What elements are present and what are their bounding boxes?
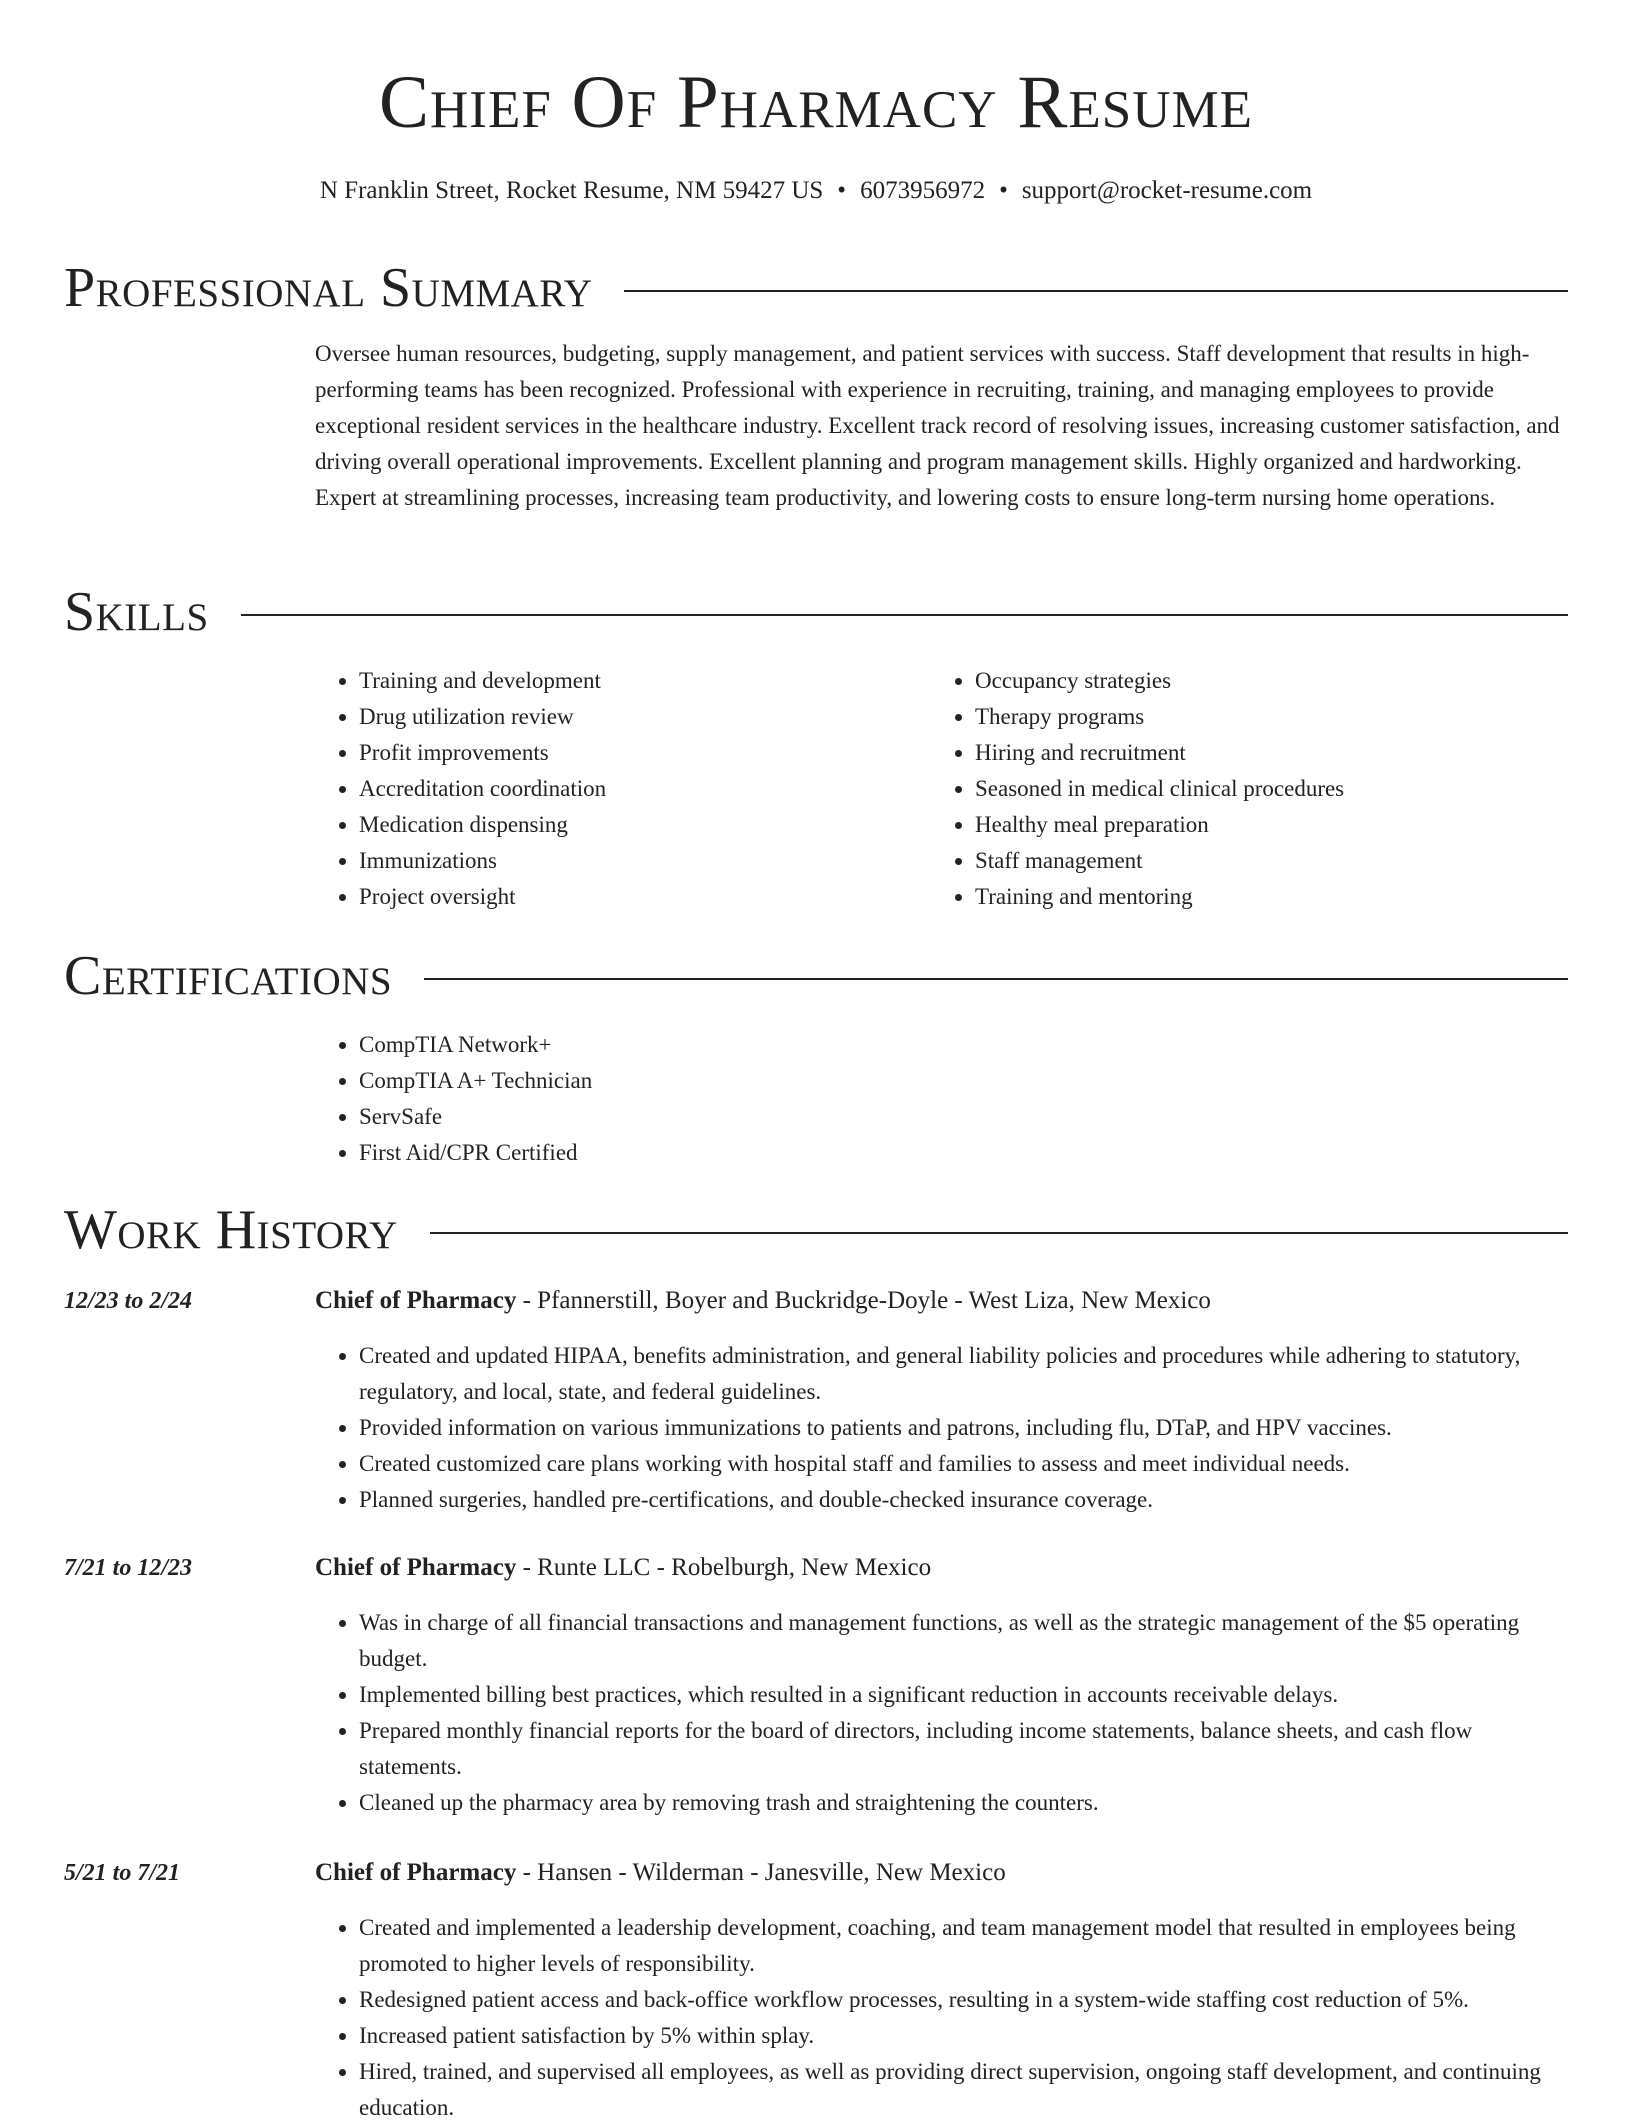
skill-item: • Seasoned in medical clinical procedures xyxy=(975,771,1547,807)
certifications-block xyxy=(315,1027,1568,1171)
job-bullet: • Created and updated HIPAA, benefits administration, and general liability policies and procedures while adhering to statutory, regulatory, and local, state, and federal guidelines. xyxy=(359,1338,1568,1410)
job-dates: 12/23 to 2/24 xyxy=(64,1288,193,1314)
job-title: Chief of Pharmacy xyxy=(315,1554,517,1581)
work-history-section-header xyxy=(64,1198,1568,1262)
job-employer: - Hansen - Wilderman - Janesville, New Mexico xyxy=(516,1859,1006,1886)
skills-grid xyxy=(315,663,1568,915)
skill-item: • Drug utilization review xyxy=(359,699,931,735)
skill-item: • Healthy meal preparation xyxy=(975,807,1547,843)
certification-item: • CompTIA Network+ xyxy=(359,1027,1568,1063)
certification-item: • First Aid/CPR Certified xyxy=(359,1135,1568,1171)
job-bullet: • Planned surgeries, handled pre-certifications, and double-checked insurance coverage. xyxy=(359,1482,1568,1518)
certification-item: • CompTIA A+ Technician xyxy=(359,1063,1568,1099)
certification-item: • ServSafe xyxy=(359,1099,1568,1135)
skills-list-right xyxy=(931,663,1547,915)
summary-section-header xyxy=(64,256,1568,320)
certifications-heading: Certifications xyxy=(64,945,393,1007)
section-divider xyxy=(430,1232,1568,1234)
job-dates: 5/21 to 7/21 xyxy=(64,1860,181,1886)
skills-heading: Skills xyxy=(64,581,209,643)
job-bullet: • Cleaned up the pharmacy area by removing trash and straightening the counters. xyxy=(359,1785,1568,1821)
job-bullet: • Provided information on various immunizations to patients and patrons, including flu, DTaP, and HPV vaccines. xyxy=(359,1410,1568,1446)
job-bullet: • Redesigned patient access and back-office workflow processes, resulting in a system-wide staffing cost reduction of 5%. xyxy=(359,1982,1568,2018)
job-bullet: • Created customized care plans working with hospital staff and families to assess and meet individual needs. xyxy=(359,1446,1568,1482)
contact-address: N Franklin Street, Rocket Resume, NM 59427 US xyxy=(319,177,824,204)
job-bullet: • Was in charge of all financial transactions and management functions, as well as the strategic management of the $5 operating budget. xyxy=(359,1605,1568,1677)
job-heading xyxy=(315,1856,1568,1890)
summary-heading: Professional Summary xyxy=(64,257,593,319)
job-bullet: • Implemented billing best practices, which resulted in a significant reduction in accounts receivable delays. xyxy=(359,1677,1568,1713)
job-bullet: • Prepared monthly financial reports for the board of directors, including income statements, balance sheets, and cash flow statements. xyxy=(359,1713,1568,1785)
skill-item: • Training and development xyxy=(359,663,931,699)
job-bullet-list xyxy=(315,1910,1568,2126)
skills-list-left xyxy=(315,663,931,915)
job-employer: - Runte LLC - Robelburgh, New Mexico xyxy=(516,1554,932,1581)
summary-text: Oversee human resources, budgeting, supply management, and patient services with success. Staff development that results in high-performing teams has been recognized. Professional with experience in recruiting, training, and managing employees to provide exceptional resident services in the healthcare industry. Excellent track record of resolving issues, increasing customer satisfaction, and driving overall operational improvements. Excellent planning and program management skills. Highly organized and hardworking. Expert at streamlining processes, increasing team productivity, and lowering costs to ensure long-term nursing home operations. xyxy=(315,341,1560,510)
work-history-heading: Work History xyxy=(64,1199,398,1261)
skill-item: • Hiring and recruitment xyxy=(975,735,1547,771)
skill-item: • Accreditation coordination xyxy=(359,771,931,807)
job-heading xyxy=(315,1551,1568,1585)
section-divider xyxy=(624,290,1568,292)
job-bullet-list xyxy=(315,1338,1568,1518)
certifications-section-header xyxy=(64,944,1568,1008)
skill-item: • Profit improvements xyxy=(359,735,931,771)
skills-section-header xyxy=(64,580,1568,644)
job-bullet: • Hired, trained, and supervised all employees, as well as providing direct supervision, ongoing staff development, and continuing education. xyxy=(359,2054,1568,2126)
contact-email: support@rocket-resume.com xyxy=(1021,177,1313,204)
job-details xyxy=(315,1338,1568,1518)
skill-item: • Therapy programs xyxy=(975,699,1547,735)
job-bullet: • Increased patient satisfaction by 5% within splay. xyxy=(359,2018,1568,2054)
skill-item: • Project oversight xyxy=(359,879,931,915)
section-divider xyxy=(241,614,1568,616)
skill-item: • Medication dispensing xyxy=(359,807,931,843)
contact-separator: • xyxy=(999,177,1008,204)
job-title: Chief of Pharmacy xyxy=(315,1859,517,1886)
skill-item: • Staff management xyxy=(975,843,1547,879)
contact-separator: • xyxy=(837,177,847,204)
skills-column-left xyxy=(315,663,931,915)
job-dates: 7/21 to 12/23 xyxy=(64,1555,193,1581)
skills-column-right xyxy=(931,663,1547,915)
section-divider xyxy=(424,978,1568,980)
job-bullet-list xyxy=(315,1605,1568,1821)
skill-item: • Occupancy strategies xyxy=(975,663,1547,699)
job-title: Chief of Pharmacy xyxy=(315,1287,517,1314)
skill-item: • Training and mentoring xyxy=(975,879,1547,915)
contact-line xyxy=(0,174,1632,208)
skill-item: • Immunizations xyxy=(359,843,931,879)
contact-phone: 6073956972 xyxy=(860,177,986,204)
resume-title: Chief Of Pharmacy Resume xyxy=(379,61,1253,144)
job-employer: - Pfannerstill, Boyer and Buckridge-Doyle - West Liza, New Mexico xyxy=(516,1287,1211,1314)
job-heading xyxy=(315,1284,1568,1318)
job-details xyxy=(315,1910,1568,2126)
certifications-list xyxy=(315,1027,1568,1171)
job-bullet: • Created and implemented a leadership development, coaching, and team management model that resulted in employees being promoted to higher levels of responsibility. xyxy=(359,1910,1568,1982)
job-details xyxy=(315,1605,1568,1821)
